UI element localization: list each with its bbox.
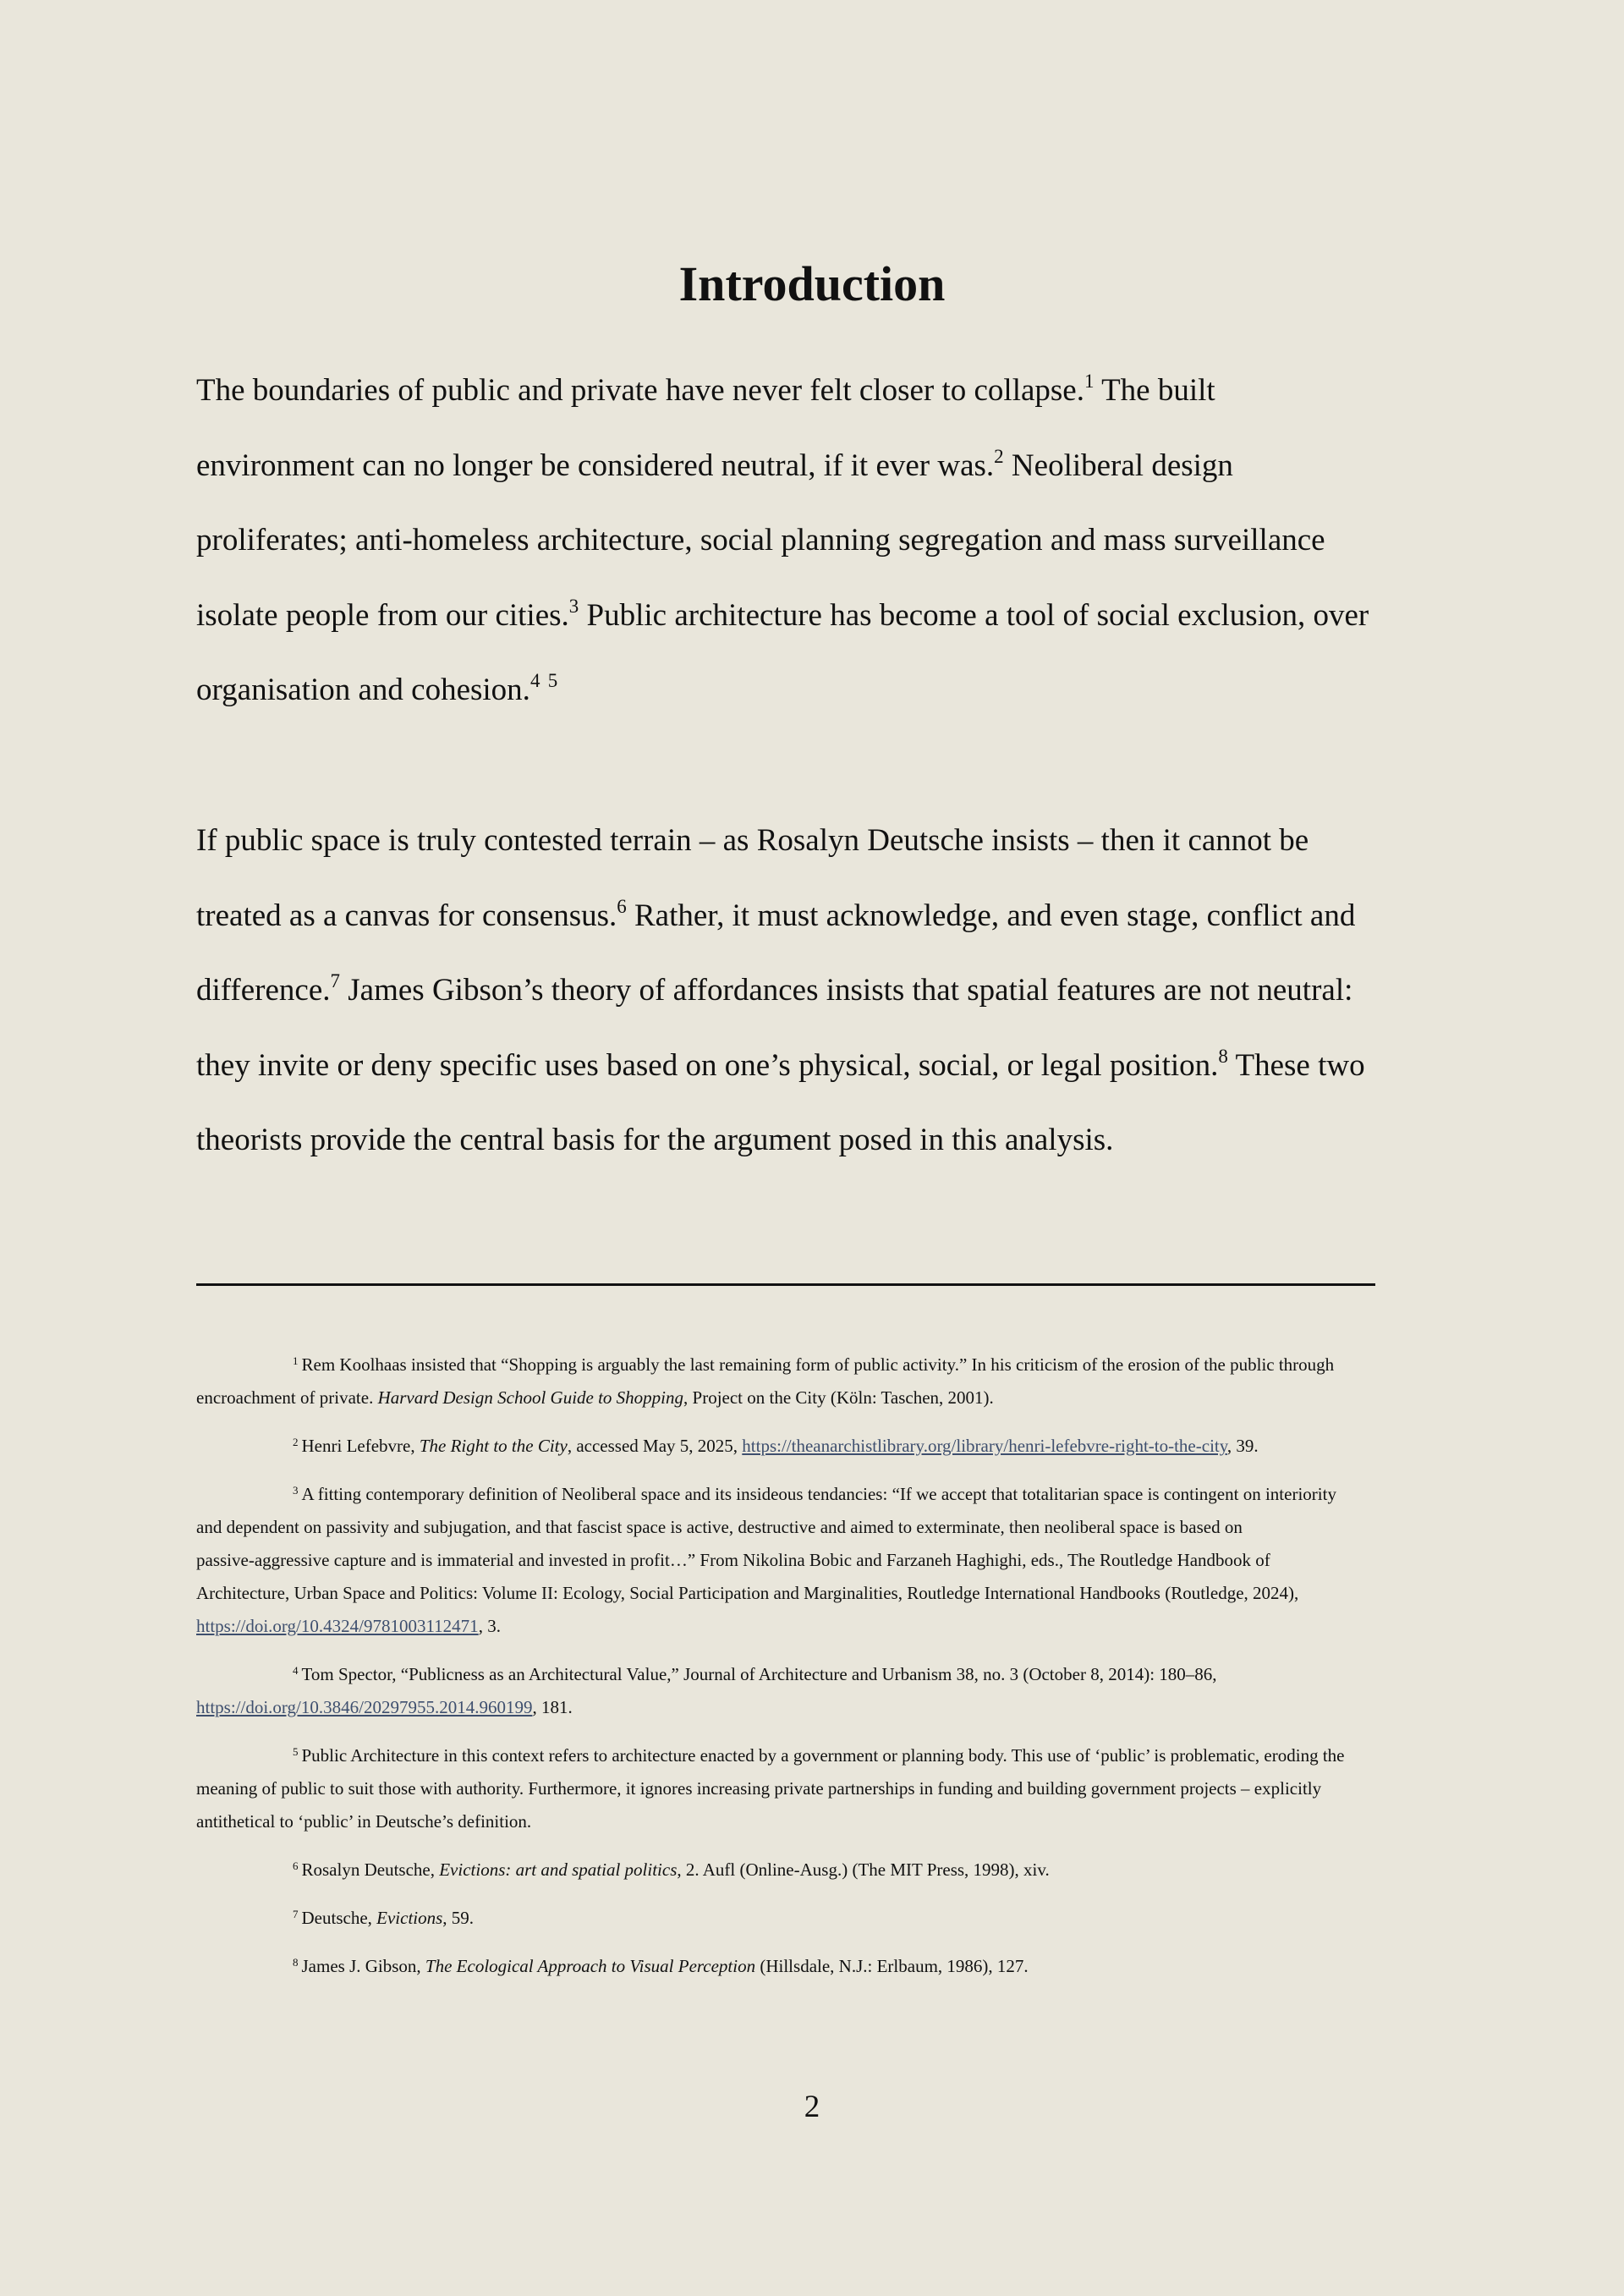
footnote-8: $^8$ James J. Gibson, The Ecological Approach to Visual Perception (Hillsdale, N.J.: Erlbaum, 1986), 127. <box>293 1956 1029 1976</box>
intro-paragraph-2 <box>196 804 1431 1178</box>
text-line: difference.$^7$ James Gibson’s theory of affordances insists that spatial features are not neutral: <box>196 970 1353 1008</box>
text-line: environment can no longer be considered neutral, if it ever was.$^2$ Neoliberal design <box>196 445 1233 483</box>
text-line: theorists provide the central basis for the argument posed in this analysis. <box>196 1123 1114 1157</box>
text-line: proliferates; anti-homeless architecture, social planning segregation and mass surveillance <box>196 523 1325 558</box>
footnote-number: 8 <box>293 1956 299 1969</box>
footnote-3: $^3$ A fitting contemporary definition of Neoliberal space and its insideous tendancies: “If we accept that totalitarian space is contingent on interiority and dependent on passivity and subjugation, and that fascist space is active, destructive and aimed to exterminate, then neoliberal space is based on passive-aggressive capture and is immaterial and invested in profit…” From Nikolina Bobic and Farzaneh Haghighi, eds., The Routledge Handbook of Architecture, Urban Space and Politics: Volume II: Ecology, Social Participation and Marginalities, Routledge International Handbooks (Routledge, 2024), https://doi.org/10.4324/9781003112471, 3. <box>196 1484 1336 1636</box>
footnote-ref-2[interactable]: 2 <box>994 445 1004 467</box>
page-number: 2 <box>804 2090 820 2124</box>
footnotes-section <box>196 1348 1440 1998</box>
footnote-number: 5 <box>293 1745 299 1758</box>
footnote-ref-7[interactable]: 7 <box>330 970 341 991</box>
footnote-number: 6 <box>293 1859 299 1872</box>
text-line: The boundaries of public and private have never felt closer to collapse.$^1$ The built <box>196 371 1215 408</box>
footnote-ref-3[interactable]: 3 <box>568 595 579 617</box>
book-title: Evictions: art and spatial politics <box>439 1859 678 1880</box>
footnote-ref-4[interactable]: 4 <box>529 670 540 691</box>
footnote-5: $^5$ Public Architecture in this context refers to architecture enacted by a government or planning body. This use of ‘public’ is problematic, eroding the meaning of public to suit those with authority. Furthermore, it ignores increasing private partnerships in funding and building government projects – explicitly antithetical to ‘public’ in Deutsche’s definition. <box>196 1745 1345 1832</box>
footnote-4: $^4$ Tom Spector, “Publicness as an Architectural Value,” Journal of Architecture and Urbanism 38, no. 3 (October 8, 2014): 180–86, https://doi.org/10.3846/20297955.2014.960199, 181. <box>196 1664 1217 1717</box>
footnote-7: $^7$ Deutsche, Evictions, 59. <box>293 1908 475 1928</box>
text-line: isolate people from our cities.$^3$ Public architecture has become a tool of social exclusion, over <box>196 595 1369 633</box>
footnote-number: 1 <box>293 1354 299 1367</box>
footnote-ref-6[interactable]: 6 <box>617 895 627 917</box>
footnote-1: $^1$ Rem Koolhaas insisted that “Shopping is arguably the last remaining form of public activity.” In his criticism of the erosion of the public through encroachment of private. Harvard Design School Guide to Shopping, Project on the City (Köln: Taschen, 2001). <box>196 1354 1335 1408</box>
footnote-link[interactable]: https://theanarchistlibrary.org/library/henri-lefebvre-right-to-the-city <box>742 1436 1227 1456</box>
text-line: treated as a canvas for consensus.$^6$ Rather, it must acknowledge, and even stage, conflict and <box>196 895 1356 933</box>
footnote-ref-5[interactable]: 5 <box>547 670 558 691</box>
intro-paragraph-1 <box>196 354 1431 728</box>
book-title: Harvard Design School Guide to Shopping <box>377 1387 684 1408</box>
footnote-number: 4 <box>293 1664 299 1677</box>
page-title: Introduction <box>678 256 946 311</box>
book-title: Evictions <box>376 1908 443 1928</box>
footnote-link[interactable]: https://doi.org/10.4324/9781003112471 <box>196 1616 479 1636</box>
footnote-6: $^6$ Rosalyn Deutsche, Evictions: art and spatial politics, 2. Aufl (Online-Ausg.) (The MIT Press, 1998), xiv. <box>293 1859 1050 1880</box>
footnote-number: 7 <box>293 1908 299 1920</box>
footnote-number: 3 <box>293 1484 299 1497</box>
text-line: they invite or deny specific uses based on one’s physical, social, or legal position.$^8$ These two <box>196 1045 1365 1083</box>
footnote-2: $^2$ Henri Lefebvre, The Right to the City, accessed May 5, 2025, https://theanarchistlibrary.org/library/henri-lefebvre-right-to-the-city, 39. <box>293 1436 1259 1456</box>
text-line: organisation and cohesion.$^4$ $^5$ <box>196 670 558 707</box>
footnote-ref-1[interactable]: 1 <box>1084 371 1095 392</box>
book-title: The Right to the City <box>419 1436 568 1456</box>
footnote-separator <box>196 1283 1375 1286</box>
book-title: The Ecological Approach to Visual Perception <box>425 1956 756 1976</box>
text-line: If public space is truly contested terrain – as Rosalyn Deutsche insists – then it cannot be <box>196 823 1309 858</box>
footnote-number: 2 <box>293 1436 299 1448</box>
footnote-link[interactable]: https://doi.org/10.3846/20297955.2014.960199 <box>196 1697 533 1717</box>
footnote-ref-8[interactable]: 8 <box>1218 1045 1228 1067</box>
